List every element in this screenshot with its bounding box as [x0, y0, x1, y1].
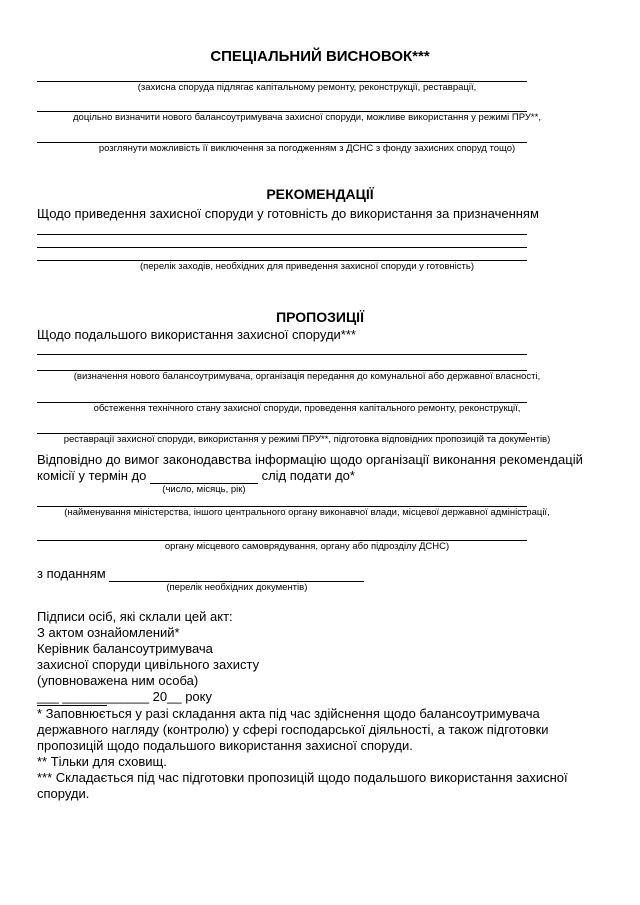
submission-field-1: [37, 506, 603, 519]
signature-block: [37, 609, 603, 705]
submission-field-2: [37, 540, 603, 553]
field-caption: (число, місяць, рік): [162, 484, 246, 495]
blank-line: [150, 468, 258, 484]
proposals-field-2: [37, 402, 603, 415]
field-caption: (перелік заходів, необхідних для приведення захисної споруди у готовність): [139, 261, 475, 272]
field-caption: доцільно визначити нового балансоутримувача захисної споруди, можливе використання у режимі ПРУ**,: [73, 112, 541, 123]
field-caption: (перелік необхідних документів): [166, 582, 308, 593]
proposals-field-3: [37, 433, 603, 446]
field-caption: реставрації захисної споруди, використання у режимі ПРУ**, підготовка відповідних пропозицій та документів): [63, 434, 551, 445]
attachment-label: з поданням: [37, 566, 106, 581]
blank-line: [109, 566, 364, 582]
footnote: *** Складається під час підготовки пропозицій щодо подальшого використання захисної споруди.: [37, 770, 568, 801]
field-caption: (захисна споруда підлягає капітальному ремонту, реконструкції, реставрації,: [137, 82, 477, 93]
footnotes-block: [37, 706, 603, 802]
submission-text-before: Відповідно до вимог законодавства інформацію щодо організації виконання рекомендацій комісії у термін до: [37, 452, 583, 483]
submission-text-after: слід подати до*: [261, 468, 355, 483]
signature-line: (уповноважена ним особа): [37, 673, 199, 688]
signature-line: захисної споруди цивільного захисту: [37, 657, 260, 672]
blank-line: [37, 234, 527, 235]
field-caption: розглянути можливість її виключення за погодженням з ДСНС з фонду захисних споруд тощо): [98, 143, 516, 154]
field-caption: (найменування міністерства, іншого центрального органу виконавчої влади, місцевої державної адміністрації,: [64, 507, 550, 518]
recommendations-heading: РЕКОМЕНДАЦІЇ: [266, 186, 374, 202]
field-caption: (визначення нового балансоутримувача, організація передання до комунальної або державної власності,: [73, 371, 541, 382]
document-title: СПЕЦІАЛЬНИЙ ВИСНОВОК***: [210, 48, 430, 65]
footnote: ** Тільки для сховищ.: [37, 754, 167, 769]
field-caption: обстеження технічного стану захисної споруди, проведення капітального ремонту, реконструкції,: [93, 403, 521, 414]
conclusion-field-3: [37, 142, 603, 155]
blank-line: [37, 354, 527, 355]
documents-blank-field: [109, 566, 364, 593]
recommendations-intro: Щодо приведення захисної споруди у готовність до використання за призначенням: [37, 206, 539, 221]
footnote: * Заповнюється у разі складання акта під час здійснення щодо балансоутримувача державного нагляду (контролю) у сфері господарської діяльності, а також підготовки пропозицій щодо подальшого використання захисної споруди.: [37, 706, 549, 753]
date-line: ___ ____________ 20__ року: [37, 689, 212, 704]
signature-line: Керівник балансоутримувача: [37, 641, 213, 656]
attachment-line: [37, 566, 603, 593]
submission-paragraph: [37, 452, 603, 495]
proposals-heading: ПРОПОЗИЦІЇ: [276, 309, 364, 325]
field-caption: органу місцевого самоврядування, органу або підрозділу ДСНС): [164, 541, 450, 552]
conclusion-field-1: [37, 81, 603, 94]
date-blank-field: [150, 468, 258, 495]
proposals-intro: Щодо подальшого використання захисної споруди***: [37, 327, 356, 342]
proposals-field-1: [37, 370, 603, 383]
blank-line: [37, 247, 527, 248]
conclusion-field-2: [37, 111, 603, 124]
signature-line: Підписи осіб, які склали цей акт:: [37, 609, 233, 624]
signature-line: З актом ознайомлений*: [37, 625, 180, 640]
